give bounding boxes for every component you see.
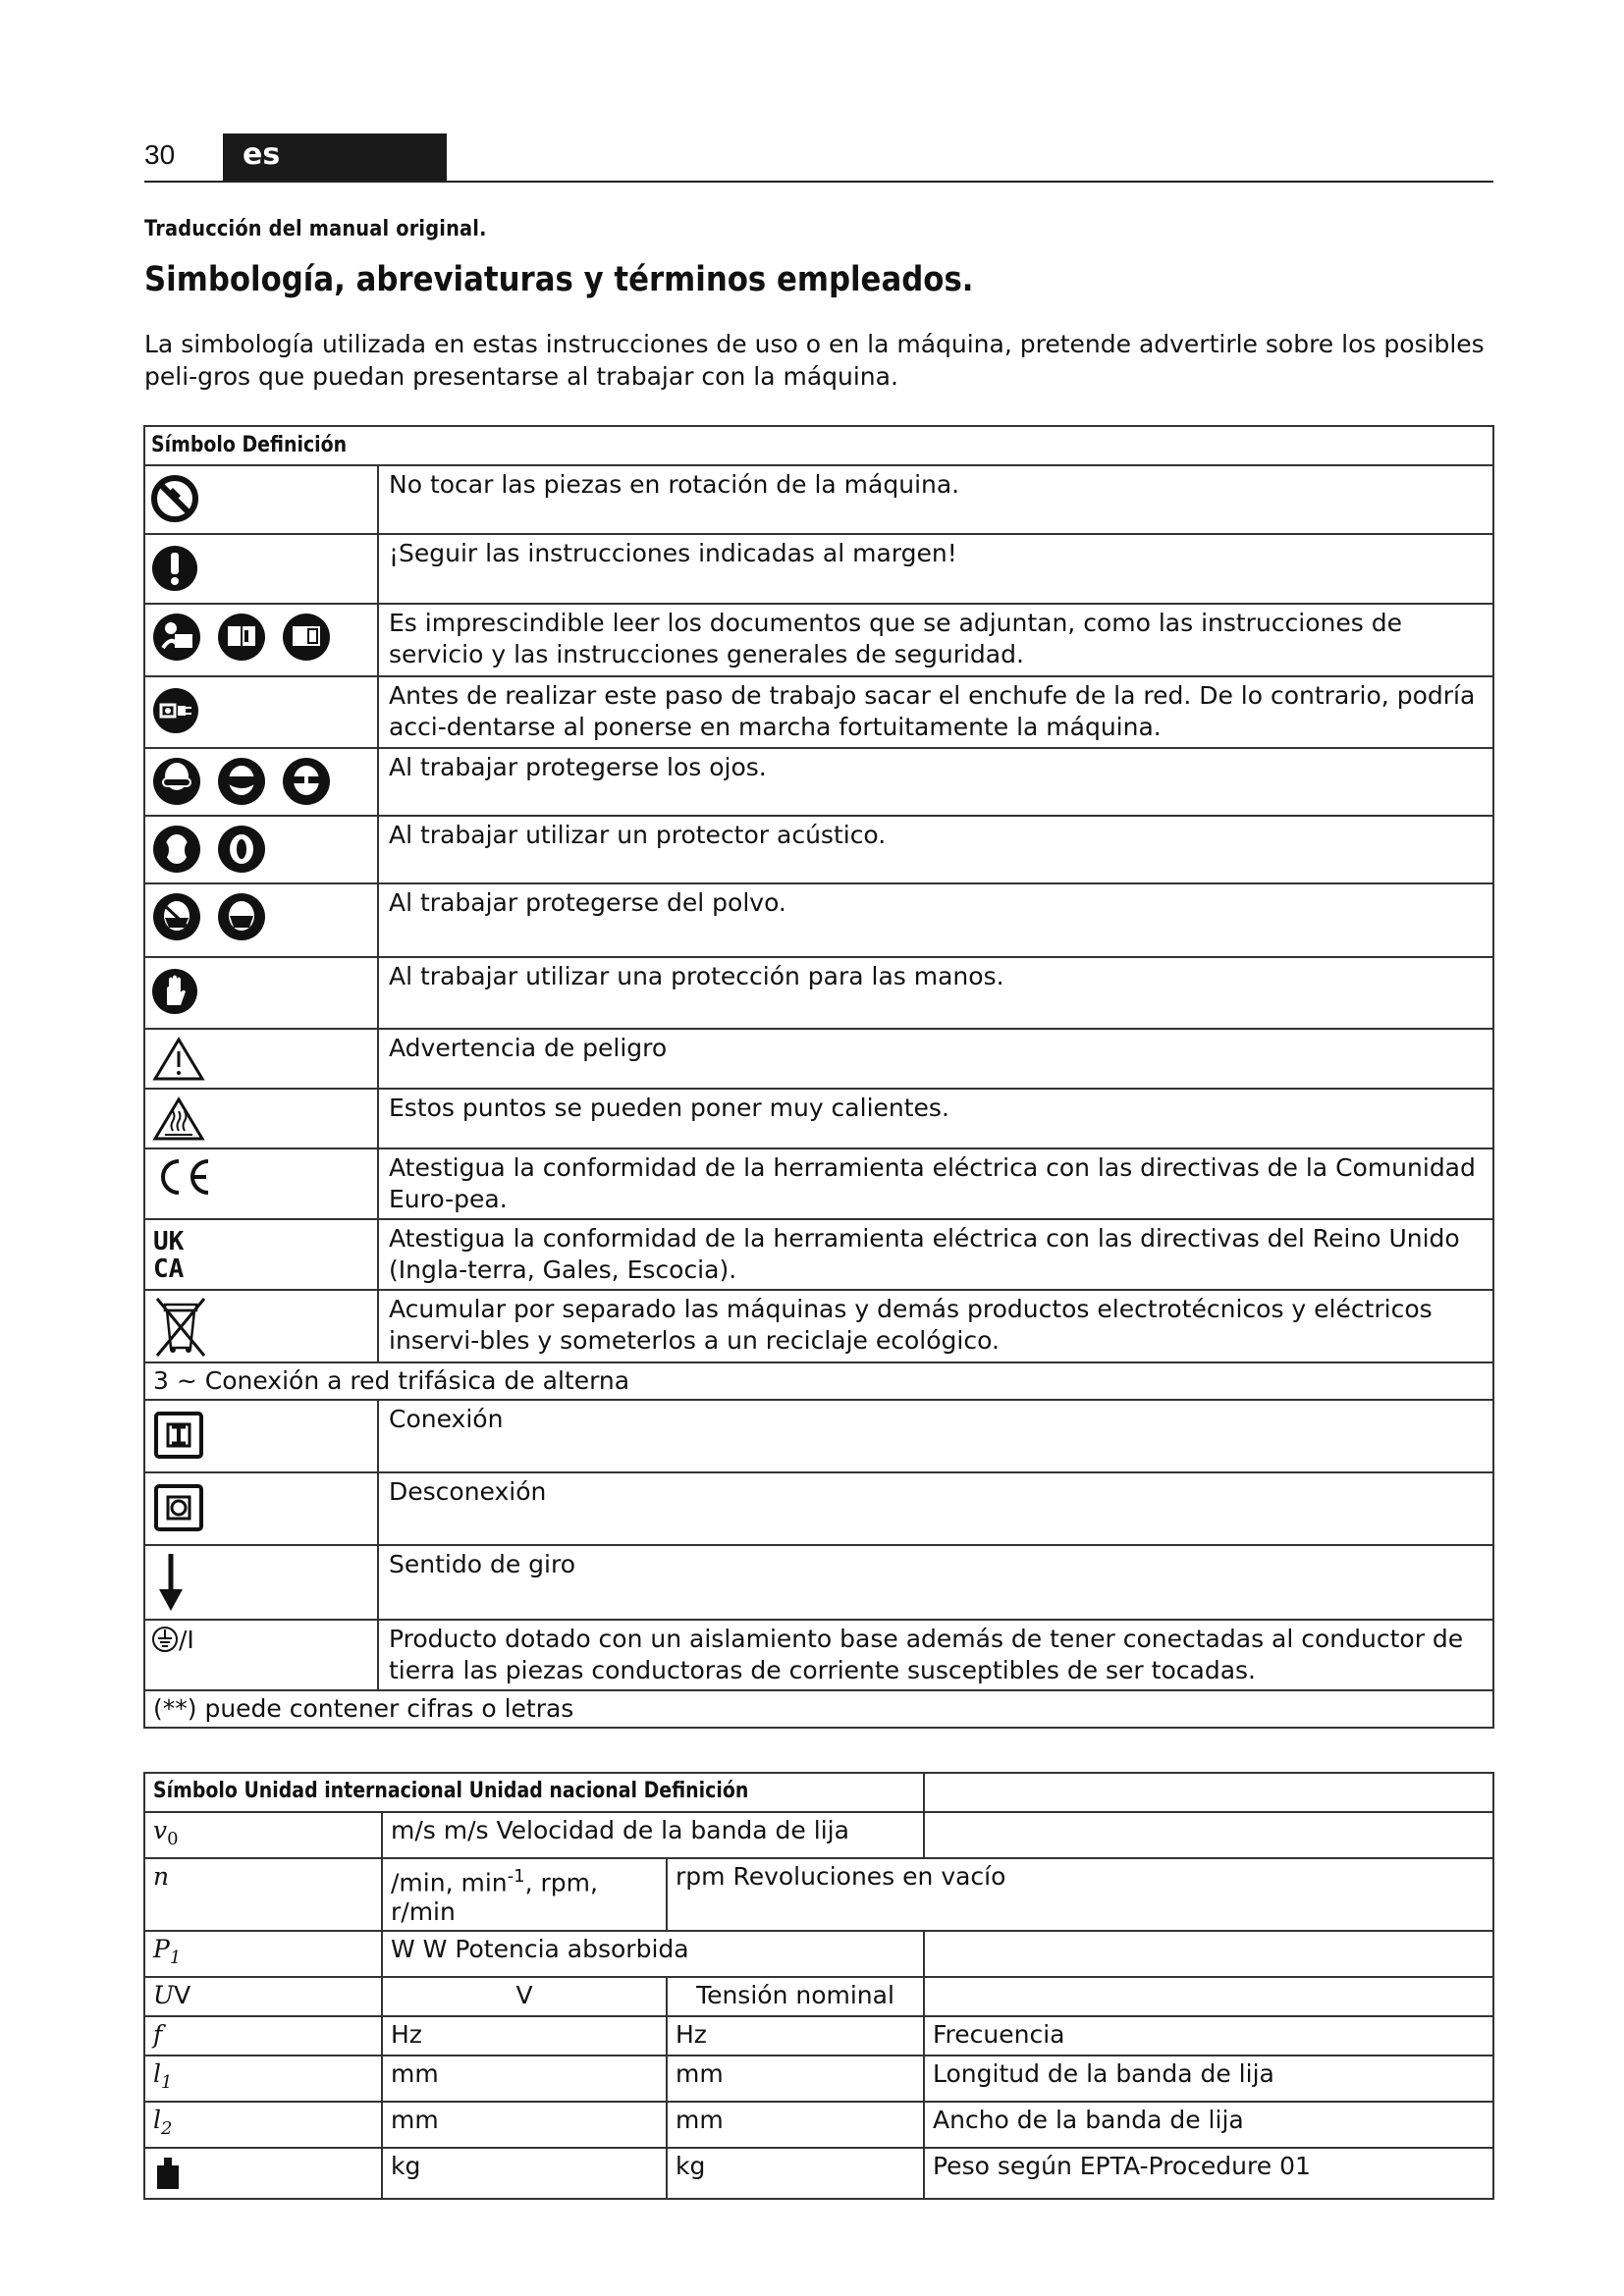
svg-text:CA: CA: [153, 1255, 185, 1283]
units-table: [143, 1772, 1494, 2200]
definition-cell: Atestigua la conformidad de la herramienta eléctrica con las directivas de la Comunidad Euro-pea.: [378, 1148, 1493, 1219]
page-title: Simbología, abreviaturas y términos empleados.: [144, 260, 974, 299]
symbol-n: n: [144, 1858, 382, 1931]
definition-cell: Estos puntos se pueden poner muy calientes.: [378, 1089, 1493, 1148]
definition-cell: Frecuencia: [924, 2016, 1493, 2056]
symbols-table: [143, 425, 1494, 1729]
symbol-v0: $v_0$: [144, 1812, 382, 1858]
international-unit-cell: /min, $\min^{-1}$, rpm, r/min: [382, 1858, 667, 1931]
table-row: [144, 748, 1493, 816]
table-row: [144, 1089, 1493, 1148]
intro-paragraph: La simbología utilizada en estas instrucciones de uso o en la máquina, pretende advertirle sobre los posibles peli-gros que puedan presentarse al trabajar con la máquina.: [144, 330, 1485, 391]
table-row: [144, 1290, 1493, 1362]
table-row: [144, 1858, 1493, 1931]
manual-book-icon: [216, 609, 267, 662]
switch-off-icon: [151, 1477, 206, 1534]
gloves-icon: [151, 962, 198, 1017]
national-unit-cell: kg: [667, 2148, 924, 2199]
weight-icon: [153, 2152, 183, 2191]
hot-surface-icon: [151, 1094, 206, 1143]
table-row: [144, 1400, 1493, 1472]
national-unit-cell: rpm Revoluciones en vacío: [667, 1858, 1493, 1931]
table-row: [144, 1690, 1493, 1728]
table-row: [144, 1620, 1493, 1690]
table-row: [144, 465, 1493, 534]
definition-cell: Longitud de la banda de lija: [924, 2056, 1493, 2102]
international-unit-cell: mm: [382, 2056, 667, 2102]
page-header: [144, 133, 1493, 183]
three-phase-row: 3 ~ Conexión a red trifásica de alterna: [144, 1362, 1493, 1400]
rotation-arrow-icon: [151, 1550, 190, 1615]
table-row: [144, 1029, 1493, 1089]
national-unit-cell: mm: [667, 2056, 924, 2102]
table-row: [144, 1219, 1493, 1290]
definition-cell: [924, 1977, 1493, 2016]
definition-cell: Conexión: [378, 1400, 1493, 1472]
symbol-p1: $P_1$: [144, 1931, 382, 1977]
definition-cell: Desconexión: [378, 1472, 1493, 1545]
footnote-row: (**) puede contener cifras o letras: [144, 1690, 1493, 1728]
safety-glasses-icon: [281, 753, 332, 806]
table-row: [144, 1977, 1493, 2016]
table-header-row: [144, 1773, 1493, 1812]
table-row: [144, 604, 1493, 676]
table-row: [144, 2016, 1493, 2056]
earth-class-suffix: /I: [179, 1626, 194, 1654]
ear-muffs-icon: [151, 821, 202, 874]
definition-cell: Atestigua la conformidad de la herramienta eléctrica con las directivas del Reino Unido (Ingla-terra, Gales, Escocia).: [378, 1219, 1493, 1290]
definition-cell: Antes de realizar este paso de trabajo sacar el enchufe de la red. De lo contrario, podría acci-dentarse al ponerse en marcha fortuitamente la máquina.: [378, 676, 1493, 748]
table-row: [144, 957, 1493, 1029]
no-touch-rotating-icon: [151, 470, 198, 523]
table-row: [144, 1362, 1493, 1400]
ukca-mark-icon: [151, 1224, 194, 1283]
table-row: [144, 2148, 1493, 2199]
definition-cell: Al trabajar utilizar un protector acústico.: [378, 816, 1493, 883]
read-manual-person-icon: [151, 609, 202, 662]
respirator-icon: [216, 888, 267, 941]
definition-cell: Sentido de giro: [378, 1545, 1493, 1620]
exclamation-icon: [151, 539, 198, 594]
definition-cell: [924, 1812, 1493, 1858]
ear-protection-icon: [216, 821, 267, 874]
symbol-l2: $l_2$: [144, 2102, 382, 2148]
definition-cell: No tocar las piezas en rotación de la máquina.: [378, 465, 1493, 534]
manual-page-icon: [281, 609, 332, 662]
table-row: [144, 676, 1493, 748]
earth-class-icon: [151, 1625, 179, 1654]
definition-cell: Advertencia de peligro: [378, 1029, 1493, 1089]
international-unit-cell: V: [382, 1977, 667, 2016]
symbol-l1: $l_1$: [144, 2056, 382, 2102]
national-unit-cell: Tensión nominal: [667, 1977, 924, 2016]
national-unit-cell: mm: [667, 2102, 924, 2148]
international-unit-cell: Hz: [382, 2016, 667, 2056]
language-badge: es: [223, 133, 447, 181]
definition-cell: Ancho de la banda de lija: [924, 2102, 1493, 2148]
symbol-f: f: [144, 2016, 382, 2056]
international-unit-cell: W W Potencia absorbida: [382, 1931, 924, 1977]
ce-mark-icon: [151, 1153, 216, 1199]
table-row: [144, 1812, 1493, 1858]
international-unit-cell: mm: [382, 2102, 667, 2148]
subtitle: Traducción del manual original.: [144, 217, 487, 241]
table-header-row: [144, 426, 1493, 465]
definition-cell: Peso según EPTA-Procedure 01: [924, 2148, 1493, 2199]
page-number: 30: [144, 139, 176, 170]
table-row: [144, 883, 1493, 957]
definition-cell: Acumular por separado las máquinas y demás productos electrotécnicos y eléctricos inservi-bles y someterlos a un reciclaje ecológico.: [378, 1290, 1493, 1362]
definition-cell: Producto dotado con un aislamiento base además de tener conectadas al conductor de tierra las piezas conductoras de corriente susceptibles de ser tocadas.: [378, 1620, 1493, 1690]
definition-cell: [924, 1931, 1493, 1977]
international-unit-cell: m/s m/s Velocidad de la banda de lija: [382, 1812, 924, 1858]
definition-cell: Al trabajar utilizar una protección para las manos.: [378, 957, 1493, 1029]
international-unit-cell: kg: [382, 2148, 667, 2199]
table-row: [144, 2056, 1493, 2102]
symbol-u: UV: [144, 1977, 382, 2016]
warning-triangle-icon: [151, 1034, 206, 1083]
national-unit-cell: Hz: [667, 2016, 924, 2056]
dust-mask-icon: [151, 888, 202, 941]
svg-text:UK: UK: [153, 1227, 185, 1256]
table-row: [144, 1148, 1493, 1219]
units-table-header: Símbolo Unidad internacional Unidad nacional Definición: [144, 1773, 924, 1812]
table-row: [144, 2102, 1493, 2148]
symbols-table-header: Símbolo Definición: [144, 426, 1493, 465]
definition-cell: Al trabajar protegerse del polvo.: [378, 883, 1493, 957]
face-shield-icon: [216, 753, 267, 806]
definition-cell: ¡Seguir las instrucciones indicadas al margen!: [378, 534, 1493, 604]
table-row: [144, 1931, 1493, 1977]
table-row: [144, 534, 1493, 604]
goggles-icon: [151, 753, 202, 806]
weee-bin-icon: [151, 1295, 210, 1358]
table-row: [144, 1472, 1493, 1545]
table-row: [144, 816, 1493, 883]
definition-cell: Al trabajar protegerse los ojos.: [378, 748, 1493, 816]
unplug-icon: [151, 681, 200, 736]
switch-on-icon: [151, 1405, 206, 1462]
table-row: [144, 1545, 1493, 1620]
definition-cell: Es imprescindible leer los documentos que se adjuntan, como las instrucciones de servicio y las instrucciones generales de seguridad.: [378, 604, 1493, 676]
